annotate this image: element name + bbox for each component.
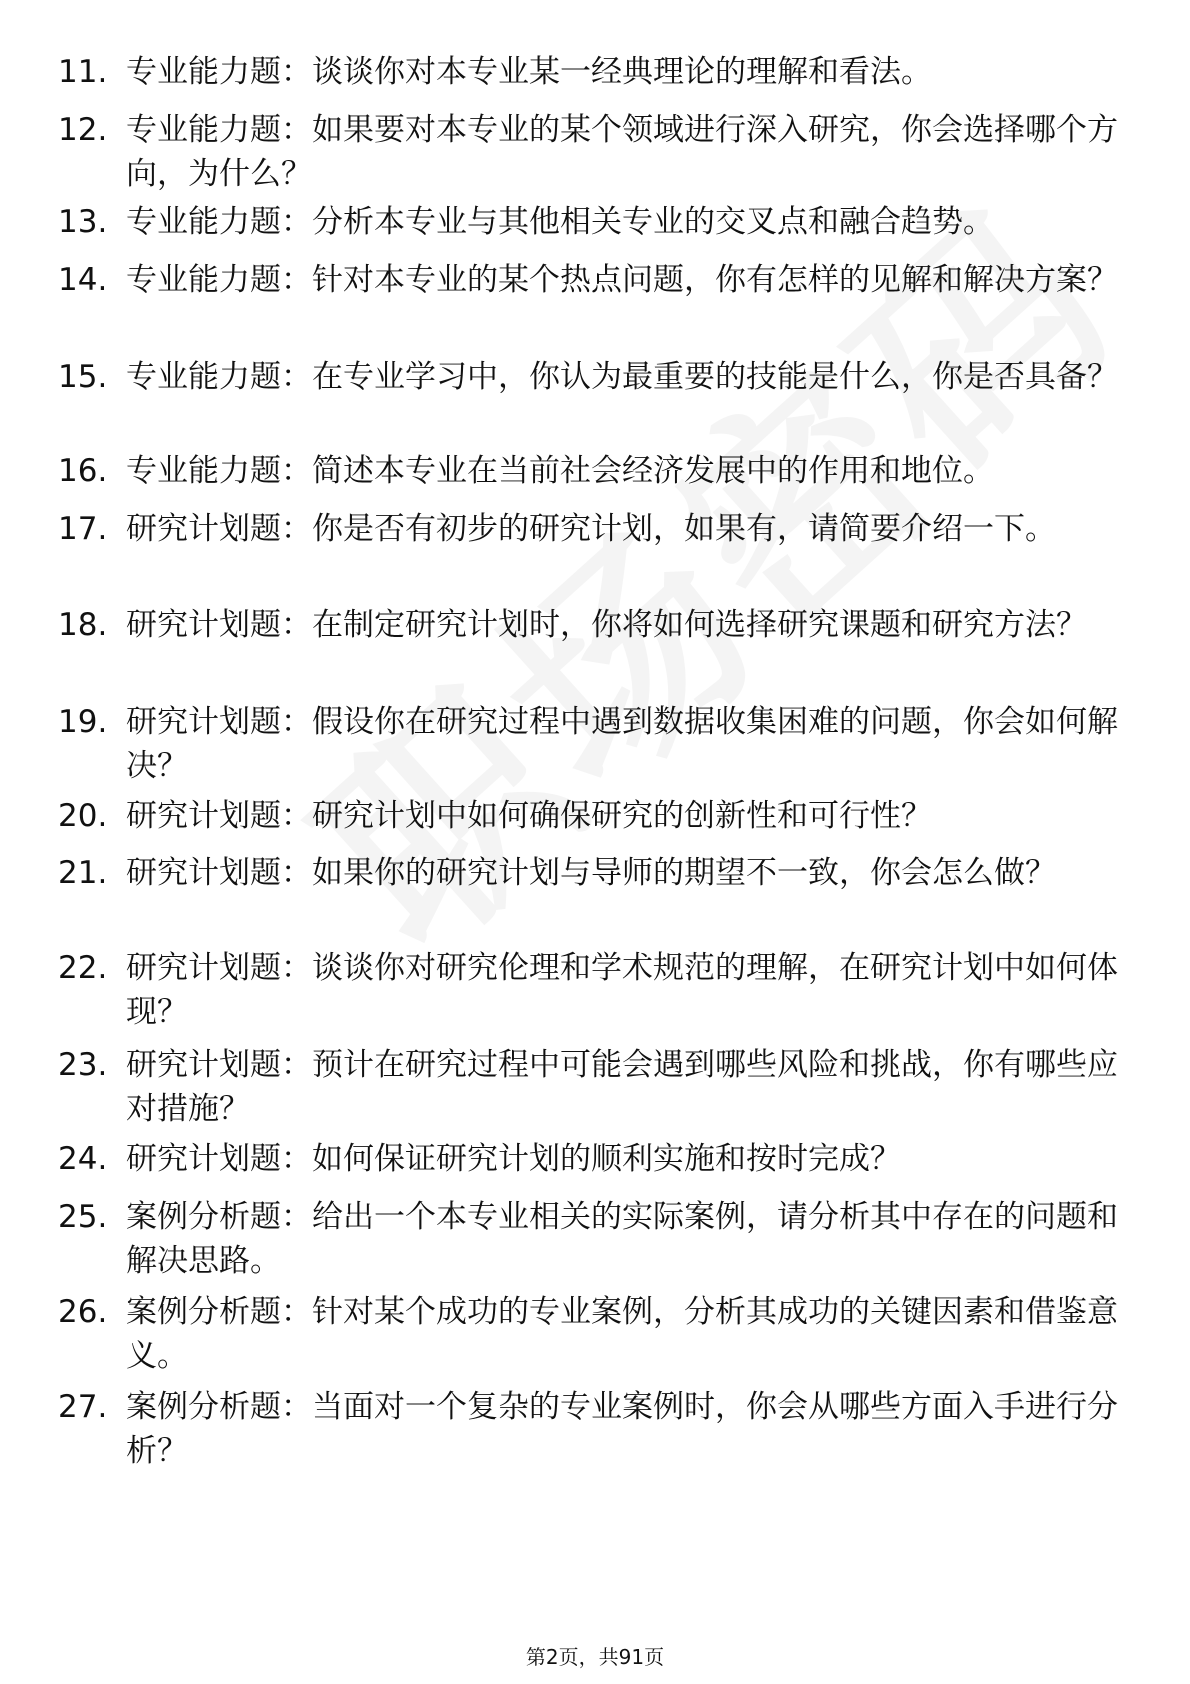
page-footer: 第2页，共91页 bbox=[525, 1645, 665, 1669]
question-text: 研究计划题：如果你的研究计划与导师的期望不一致，你会怎么做？ bbox=[126, 855, 1056, 891]
question-text: 研究计划题：研究计划中如何确保研究的创新性和可行性？ bbox=[126, 798, 932, 834]
question-text: 研究计划题：假设你在研究过程中遇到数据收集困难的问题，你会如何解决？ bbox=[126, 704, 1118, 784]
question-text: 专业能力题：如果要对本专业的某个领域进行深入研究，你会选择哪个方向，为什么？ bbox=[126, 112, 1118, 192]
question-text: 专业能力题：谈谈你对本专业某一经典理论的理解和看法。 bbox=[126, 54, 932, 90]
question-number: 21. bbox=[58, 855, 108, 891]
question-text: 案例分析题：针对某个成功的专业案例，分析其成功的关键因素和借鉴意义。 bbox=[126, 1294, 1118, 1374]
question-number: 16. bbox=[58, 453, 108, 489]
question-number: 23. bbox=[58, 1047, 108, 1083]
question-text: 研究计划题：你是否有初步的研究计划，如果有，请简要介绍一下。 bbox=[126, 511, 1056, 547]
question-number: 20. bbox=[58, 798, 108, 834]
question-number: 11. bbox=[58, 54, 108, 90]
question-number: 26. bbox=[58, 1294, 108, 1330]
question-number: 13. bbox=[58, 204, 108, 240]
question-text: 专业能力题：简述本专业在当前社会经济发展中的作用和地位。 bbox=[126, 453, 994, 489]
question-text: 专业能力题：在专业学习中，你认为最重要的技能是什么，你是否具备？ bbox=[126, 359, 1118, 395]
question-text: 研究计划题：预计在研究过程中可能会遇到哪些风险和挑战，你有哪些应对措施？ bbox=[126, 1047, 1118, 1127]
question-text: 研究计划题：谈谈你对研究伦理和学术规范的理解，在研究计划中如何体现？ bbox=[126, 950, 1118, 1030]
question-number: 18. bbox=[58, 607, 108, 643]
question-number: 17. bbox=[58, 511, 108, 547]
question-number: 14. bbox=[58, 262, 108, 298]
question-number: 27. bbox=[58, 1389, 108, 1425]
question-text: 研究计划题：如何保证研究计划的顺利实施和按时完成？ bbox=[126, 1141, 901, 1177]
question-text: 案例分析题：当面对一个复杂的专业案例时，你会从哪些方面入手进行分析？ bbox=[126, 1389, 1118, 1469]
question-number: 22. bbox=[58, 950, 108, 986]
question-number: 15. bbox=[58, 359, 108, 395]
question-text: 专业能力题：针对本专业的某个热点问题，你有怎样的见解和解决方案？ bbox=[126, 262, 1118, 298]
question-number: 24. bbox=[58, 1141, 108, 1177]
question-text: 研究计划题：在制定研究计划时，你将如何选择研究课题和研究方法？ bbox=[126, 607, 1087, 643]
question-text: 专业能力题：分析本专业与其他相关专业的交叉点和融合趋势。 bbox=[126, 204, 994, 240]
question-text: 案例分析题：给出一个本专业相关的实际案例，请分析其中存在的问题和解决思路。 bbox=[126, 1199, 1118, 1279]
question-number: 19. bbox=[58, 704, 108, 740]
question-number: 25. bbox=[58, 1199, 108, 1235]
question-number: 12. bbox=[58, 112, 108, 148]
